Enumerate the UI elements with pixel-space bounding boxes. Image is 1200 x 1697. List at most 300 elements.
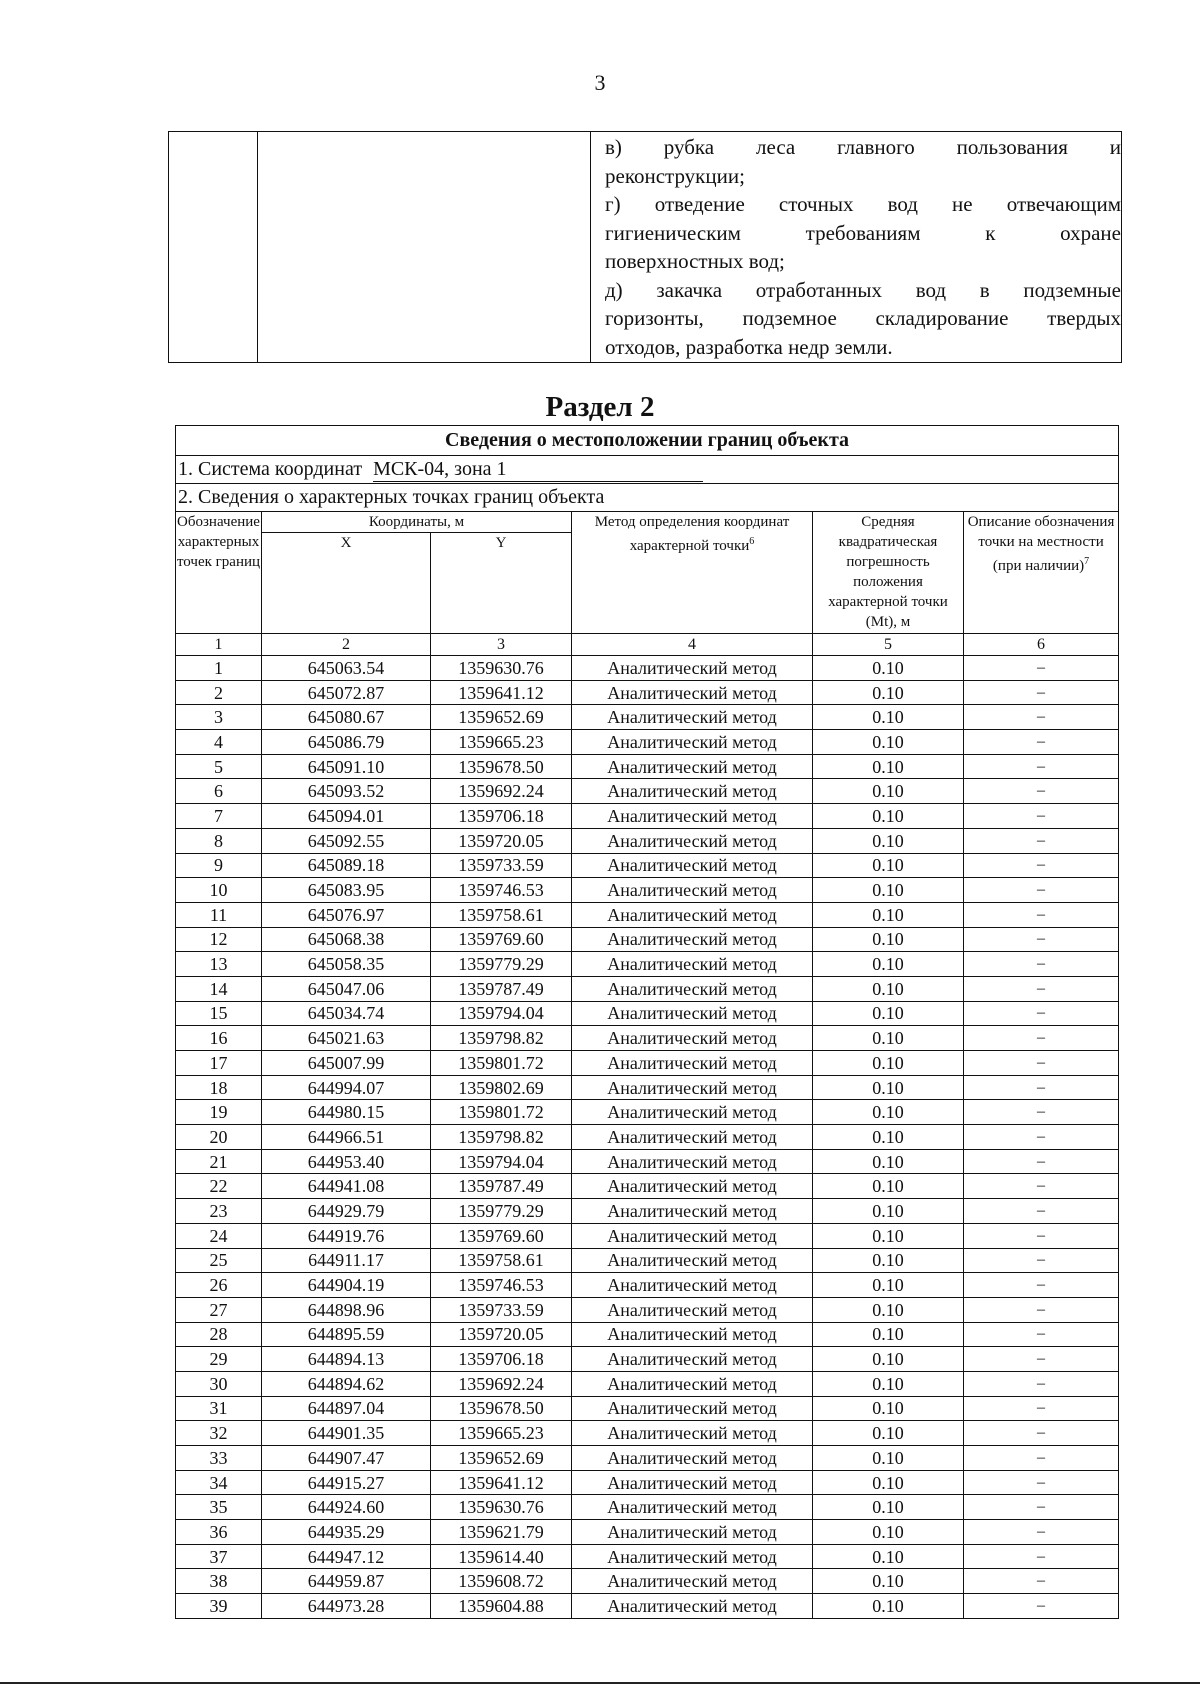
- coord-y: 1359665.23: [431, 730, 572, 755]
- coord-y: 1359678.50: [431, 754, 572, 779]
- point-number: 26: [176, 1273, 262, 1298]
- error-value: 0.10: [813, 1125, 964, 1150]
- error-value: 0.10: [813, 1174, 964, 1199]
- table-row: [176, 1594, 1119, 1619]
- header-method: [572, 512, 813, 634]
- table-row: [176, 1149, 1119, 1174]
- coord-x: 644898.96: [262, 1297, 431, 1322]
- coord-y: 1359758.61: [431, 902, 572, 927]
- description: –: [964, 1026, 1119, 1051]
- error-value: 0.10: [813, 705, 964, 730]
- point-number: 38: [176, 1569, 262, 1594]
- coord-x: 645076.97: [262, 902, 431, 927]
- table-row: [176, 1174, 1119, 1199]
- error-value: 0.10: [813, 1347, 964, 1372]
- top-text-line: поверхностных вод;: [605, 249, 785, 273]
- point-number: 9: [176, 853, 262, 878]
- table-row: [176, 1001, 1119, 1026]
- coord-x: 644980.15: [262, 1100, 431, 1125]
- point-number: 31: [176, 1396, 262, 1421]
- method: Аналитический метод: [572, 1001, 813, 1026]
- error-value: 0.10: [813, 1199, 964, 1224]
- table-row: [176, 1026, 1119, 1051]
- coord-y: 1359652.69: [431, 1446, 572, 1471]
- coord-y: 1359769.60: [431, 927, 572, 952]
- coord-y: 1359630.76: [431, 656, 572, 681]
- table-row: [176, 1446, 1119, 1471]
- description: –: [964, 1495, 1119, 1520]
- point-number: 16: [176, 1026, 262, 1051]
- bottom-rule: [0, 1682, 1200, 1684]
- description: –: [964, 1396, 1119, 1421]
- coord-y: 1359621.79: [431, 1520, 572, 1545]
- column-number: 3: [431, 634, 572, 656]
- method: Аналитический метод: [572, 1371, 813, 1396]
- table-row: [176, 952, 1119, 977]
- top-text-line: д) закачка отработанных вод в подземные: [605, 277, 1121, 302]
- point-number: 37: [176, 1544, 262, 1569]
- coord-x: 644894.62: [262, 1371, 431, 1396]
- description: –: [964, 1520, 1119, 1545]
- error-value: 0.10: [813, 656, 964, 681]
- description: –: [964, 1199, 1119, 1224]
- coord-y: 1359614.40: [431, 1544, 572, 1569]
- column-number: 2: [262, 634, 431, 656]
- error-value: 0.10: [813, 1446, 964, 1471]
- description: –: [964, 1322, 1119, 1347]
- point-number: 34: [176, 1470, 262, 1495]
- description: –: [964, 1100, 1119, 1125]
- table-row: [176, 1347, 1119, 1372]
- point-number: 2: [176, 680, 262, 705]
- coord-y: 1359769.60: [431, 1223, 572, 1248]
- header-description-sup: 7: [1084, 556, 1090, 567]
- coord-x: 645080.67: [262, 705, 431, 730]
- table-row: [176, 1199, 1119, 1224]
- point-number: 7: [176, 804, 262, 829]
- table-row: [176, 754, 1119, 779]
- point-number: 13: [176, 952, 262, 977]
- error-value: 0.10: [813, 853, 964, 878]
- table-row: [176, 1322, 1119, 1347]
- description: –: [964, 1297, 1119, 1322]
- table-row: [176, 927, 1119, 952]
- error-value: 0.10: [813, 779, 964, 804]
- points-label-row: 2. Сведения о характерных точках границ объекта: [176, 484, 1119, 512]
- point-number: 10: [176, 878, 262, 903]
- point-number: 4: [176, 730, 262, 755]
- error-value: 0.10: [813, 680, 964, 705]
- point-number: 39: [176, 1594, 262, 1619]
- column-number: 1: [176, 634, 262, 656]
- table-row: [176, 1125, 1119, 1150]
- method: Аналитический метод: [572, 1544, 813, 1569]
- coord-y: 1359706.18: [431, 1347, 572, 1372]
- method: Аналитический метод: [572, 1470, 813, 1495]
- table-row: [176, 902, 1119, 927]
- method: Аналитический метод: [572, 1100, 813, 1125]
- point-number: 27: [176, 1297, 262, 1322]
- section-title: Раздел 2: [545, 391, 655, 423]
- table-row: [176, 1051, 1119, 1076]
- method: Аналитический метод: [572, 1347, 813, 1372]
- table-row: [176, 680, 1119, 705]
- coord-x: 644915.27: [262, 1470, 431, 1495]
- coord-x: 644994.07: [262, 1075, 431, 1100]
- coord-y: 1359802.69: [431, 1075, 572, 1100]
- description: –: [964, 705, 1119, 730]
- point-number: 20: [176, 1125, 262, 1150]
- coord-x: 644966.51: [262, 1125, 431, 1150]
- point-number: 19: [176, 1100, 262, 1125]
- table-row: [176, 1495, 1119, 1520]
- point-number: 5: [176, 754, 262, 779]
- header-error: Средняя квадратическая погрешность положения характерной точки (Mt), м: [813, 512, 964, 634]
- description: –: [964, 853, 1119, 878]
- top-text-line: в) рубка леса главного пользования и: [605, 135, 1121, 159]
- error-value: 0.10: [813, 1495, 964, 1520]
- description: –: [964, 1223, 1119, 1248]
- error-value: 0.10: [813, 1075, 964, 1100]
- method: Аналитический метод: [572, 927, 813, 952]
- coord-x: 644919.76: [262, 1223, 431, 1248]
- error-value: 0.10: [813, 1297, 964, 1322]
- method: Аналитический метод: [572, 705, 813, 730]
- coord-x: 644959.87: [262, 1569, 431, 1594]
- method: Аналитический метод: [572, 1273, 813, 1298]
- coord-x: 644935.29: [262, 1520, 431, 1545]
- table-row: [176, 1075, 1119, 1100]
- method: Аналитический метод: [572, 1495, 813, 1520]
- coord-system-value: МСК-04, зона 1: [373, 458, 703, 482]
- method: Аналитический метод: [572, 680, 813, 705]
- error-value: 0.10: [813, 1100, 964, 1125]
- coord-x: 644894.13: [262, 1347, 431, 1372]
- error-value: 0.10: [813, 1396, 964, 1421]
- top-table-text-cell: [591, 132, 1122, 363]
- coord-y: 1359779.29: [431, 952, 572, 977]
- coord-x: 645063.54: [262, 656, 431, 681]
- error-value: 0.10: [813, 1421, 964, 1446]
- coord-y: 1359746.53: [431, 878, 572, 903]
- method: Аналитический метод: [572, 1569, 813, 1594]
- description: –: [964, 902, 1119, 927]
- point-number: 22: [176, 1174, 262, 1199]
- description: –: [964, 1075, 1119, 1100]
- coord-x: 645072.87: [262, 680, 431, 705]
- method: Аналитический метод: [572, 976, 813, 1001]
- description: –: [964, 730, 1119, 755]
- table-row: [176, 1297, 1119, 1322]
- coord-x: 644941.08: [262, 1174, 431, 1199]
- header-coordinates: Координаты, м: [262, 512, 572, 533]
- coord-y: 1359758.61: [431, 1248, 572, 1273]
- error-value: 0.10: [813, 1273, 964, 1298]
- header-x: X: [262, 533, 431, 634]
- error-value: 0.10: [813, 1223, 964, 1248]
- method: Аналитический метод: [572, 1446, 813, 1471]
- table-row: [176, 828, 1119, 853]
- table-row: [176, 730, 1119, 755]
- point-number: 24: [176, 1223, 262, 1248]
- coord-x: 644911.17: [262, 1248, 431, 1273]
- error-value: 0.10: [813, 828, 964, 853]
- method: Аналитический метод: [572, 1248, 813, 1273]
- coord-x: 645094.01: [262, 804, 431, 829]
- description: –: [964, 656, 1119, 681]
- coord-y: 1359746.53: [431, 1273, 572, 1298]
- description: –: [964, 1051, 1119, 1076]
- header-method-sup: 6: [749, 536, 755, 547]
- table-row: [176, 1223, 1119, 1248]
- coord-x: 645021.63: [262, 1026, 431, 1051]
- coordinates-table: [175, 425, 1119, 1619]
- description: –: [964, 1174, 1119, 1199]
- method: Аналитический метод: [572, 1075, 813, 1100]
- coord-y: 1359641.12: [431, 680, 572, 705]
- header-description: [964, 512, 1119, 634]
- table-row: [176, 1273, 1119, 1298]
- method: Аналитический метод: [572, 779, 813, 804]
- description: –: [964, 927, 1119, 952]
- description: –: [964, 1470, 1119, 1495]
- coord-x: 645092.55: [262, 828, 431, 853]
- coord-y: 1359630.76: [431, 1495, 572, 1520]
- description: –: [964, 1347, 1119, 1372]
- point-number: 18: [176, 1075, 262, 1100]
- method: Аналитический метод: [572, 730, 813, 755]
- column-number: 5: [813, 634, 964, 656]
- error-value: 0.10: [813, 878, 964, 903]
- description: –: [964, 878, 1119, 903]
- error-value: 0.10: [813, 927, 964, 952]
- table-row: [176, 1248, 1119, 1273]
- description: –: [964, 1125, 1119, 1150]
- method: Аналитический метод: [572, 1223, 813, 1248]
- method: Аналитический метод: [572, 1297, 813, 1322]
- coord-system-row: [176, 456, 1119, 484]
- point-number: 12: [176, 927, 262, 952]
- description: –: [964, 1421, 1119, 1446]
- description: –: [964, 1446, 1119, 1471]
- coord-x: 644895.59: [262, 1322, 431, 1347]
- coord-y: 1359733.59: [431, 853, 572, 878]
- top-text-line: г) отведение сточных вод не отвечающим: [605, 192, 1121, 216]
- coord-y: 1359692.24: [431, 1371, 572, 1396]
- point-number: 3: [176, 705, 262, 730]
- coord-y: 1359692.24: [431, 779, 572, 804]
- point-number: 15: [176, 1001, 262, 1026]
- top-text-line: горизонты, подземное складирование твердых: [605, 306, 1121, 330]
- header-description-text: Описание обозначения точки на местности (при наличии): [967, 514, 1115, 574]
- top-text-line: реконструкции;: [605, 163, 745, 188]
- header-method-text: Метод определения координат характерной точки: [594, 514, 790, 554]
- method: Аналитический метод: [572, 1174, 813, 1199]
- coord-y: 1359801.72: [431, 1100, 572, 1125]
- error-value: 0.10: [813, 754, 964, 779]
- table-body: [176, 656, 1119, 1619]
- error-value: 0.10: [813, 1569, 964, 1594]
- table-row: [176, 1371, 1119, 1396]
- method: Аналитический метод: [572, 754, 813, 779]
- method: Аналитический метод: [572, 1594, 813, 1619]
- description: –: [964, 952, 1119, 977]
- coord-x: 645086.79: [262, 730, 431, 755]
- table-row: [176, 804, 1119, 829]
- coord-x: 644953.40: [262, 1149, 431, 1174]
- table-row: [176, 1421, 1119, 1446]
- table-row: [176, 1470, 1119, 1495]
- table-row: [176, 705, 1119, 730]
- error-value: 0.10: [813, 1520, 964, 1545]
- point-number: 35: [176, 1495, 262, 1520]
- point-number: 14: [176, 976, 262, 1001]
- error-value: 0.10: [813, 1248, 964, 1273]
- description: –: [964, 1001, 1119, 1026]
- coord-x: 644901.35: [262, 1421, 431, 1446]
- table-row: [176, 779, 1119, 804]
- coord-y: 1359733.59: [431, 1297, 572, 1322]
- point-number: 25: [176, 1248, 262, 1273]
- point-number: 29: [176, 1347, 262, 1372]
- error-value: 0.10: [813, 1026, 964, 1051]
- coord-y: 1359652.69: [431, 705, 572, 730]
- table-row: [176, 1396, 1119, 1421]
- description: –: [964, 1371, 1119, 1396]
- table-row: [176, 1520, 1119, 1545]
- coord-y: 1359641.12: [431, 1470, 572, 1495]
- method: Аналитический метод: [572, 1199, 813, 1224]
- coord-x: 645007.99: [262, 1051, 431, 1076]
- coord-x: 645058.35: [262, 952, 431, 977]
- column-number-row: [176, 634, 1119, 656]
- top-table-cell-empty-2: [258, 132, 591, 363]
- method: Аналитический метод: [572, 1396, 813, 1421]
- coord-x: 645034.74: [262, 1001, 431, 1026]
- column-number: 6: [964, 634, 1119, 656]
- coord-x: 644924.60: [262, 1495, 431, 1520]
- table-row: [176, 1544, 1119, 1569]
- table-row: [176, 656, 1119, 681]
- top-table-lines: [605, 133, 1121, 361]
- point-number: 11: [176, 902, 262, 927]
- method: Аналитический метод: [572, 1051, 813, 1076]
- coord-y: 1359794.04: [431, 1149, 572, 1174]
- point-number: 30: [176, 1371, 262, 1396]
- point-number: 6: [176, 779, 262, 804]
- coord-y: 1359604.88: [431, 1594, 572, 1619]
- method: Аналитический метод: [572, 1026, 813, 1051]
- description: –: [964, 1544, 1119, 1569]
- error-value: 0.10: [813, 902, 964, 927]
- description: –: [964, 779, 1119, 804]
- error-value: 0.10: [813, 1470, 964, 1495]
- point-number: 21: [176, 1149, 262, 1174]
- method: Аналитический метод: [572, 1421, 813, 1446]
- point-number: 33: [176, 1446, 262, 1471]
- table-row: [176, 853, 1119, 878]
- coord-y: 1359720.05: [431, 828, 572, 853]
- coord-y: 1359787.49: [431, 976, 572, 1001]
- method: Аналитический метод: [572, 1149, 813, 1174]
- coord-x: 644907.47: [262, 1446, 431, 1471]
- method: Аналитический метод: [572, 952, 813, 977]
- coord-y: 1359706.18: [431, 804, 572, 829]
- page-number: 3: [594, 70, 606, 95]
- error-value: 0.10: [813, 1594, 964, 1619]
- table-title: Сведения о местоположении границ объекта: [176, 426, 1119, 456]
- table-row: [176, 1100, 1119, 1125]
- method: Аналитический метод: [572, 902, 813, 927]
- method: Аналитический метод: [572, 1520, 813, 1545]
- coord-x: 645091.10: [262, 754, 431, 779]
- top-text-line: отходов, разработка недр земли.: [605, 334, 893, 359]
- method: Аналитический метод: [572, 853, 813, 878]
- point-number: 8: [176, 828, 262, 853]
- method: Аналитический метод: [572, 1125, 813, 1150]
- top-table-cell-empty-1: [169, 132, 258, 363]
- coord-y: 1359608.72: [431, 1569, 572, 1594]
- point-number: 28: [176, 1322, 262, 1347]
- coord-y: 1359794.04: [431, 1001, 572, 1026]
- error-value: 0.10: [813, 976, 964, 1001]
- description: –: [964, 976, 1119, 1001]
- coord-x: 645047.06: [262, 976, 431, 1001]
- error-value: 0.10: [813, 1001, 964, 1026]
- top-text-line: гигиеническим требованиям к охране: [605, 220, 1121, 245]
- coord-x: 645083.95: [262, 878, 431, 903]
- point-number: 23: [176, 1199, 262, 1224]
- table-row: [176, 878, 1119, 903]
- coord-y: 1359665.23: [431, 1421, 572, 1446]
- error-value: 0.10: [813, 1149, 964, 1174]
- coord-x: 644929.79: [262, 1199, 431, 1224]
- point-number: 1: [176, 656, 262, 681]
- error-value: 0.10: [813, 1371, 964, 1396]
- header-point-designation: Обозначение характерных точек границ: [176, 512, 262, 634]
- method: Аналитический метод: [572, 656, 813, 681]
- description: –: [964, 1594, 1119, 1619]
- error-value: 0.10: [813, 952, 964, 977]
- coord-y: 1359801.72: [431, 1051, 572, 1076]
- description: –: [964, 1149, 1119, 1174]
- coord-y: 1359798.82: [431, 1125, 572, 1150]
- point-number: 32: [176, 1421, 262, 1446]
- description: –: [964, 1273, 1119, 1298]
- description: –: [964, 804, 1119, 829]
- error-value: 0.10: [813, 1322, 964, 1347]
- coord-y: 1359779.29: [431, 1199, 572, 1224]
- coord-x: 644897.04: [262, 1396, 431, 1421]
- coord-x: 644904.19: [262, 1273, 431, 1298]
- coord-y: 1359678.50: [431, 1396, 572, 1421]
- coord-y: 1359798.82: [431, 1026, 572, 1051]
- table-row: [176, 976, 1119, 1001]
- error-value: 0.10: [813, 1051, 964, 1076]
- coord-y: 1359787.49: [431, 1174, 572, 1199]
- method: Аналитический метод: [572, 828, 813, 853]
- point-number: 36: [176, 1520, 262, 1545]
- description: –: [964, 1569, 1119, 1594]
- method: Аналитический метод: [572, 878, 813, 903]
- top-table: [168, 131, 1122, 363]
- error-value: 0.10: [813, 1544, 964, 1569]
- coord-y: 1359720.05: [431, 1322, 572, 1347]
- table-row: [176, 1569, 1119, 1594]
- point-number: 17: [176, 1051, 262, 1076]
- coord-x: 645093.52: [262, 779, 431, 804]
- coord-x: 645089.18: [262, 853, 431, 878]
